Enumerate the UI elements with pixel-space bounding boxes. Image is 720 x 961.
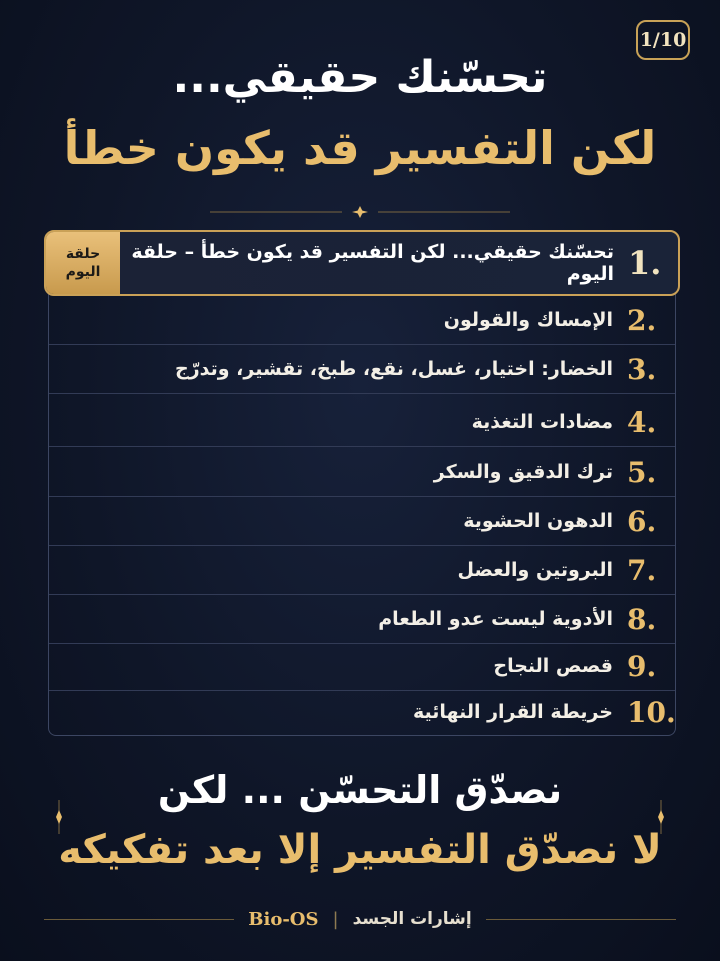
item-label: الخضار: اختيار، غسل، نقع، طبخ، تقشير، وتدرّج (175, 358, 613, 380)
footer-separator: | (332, 908, 339, 930)
ornament-divider (0, 206, 720, 218)
list-item[interactable] (49, 642, 675, 691)
title-line-1: تحسّنك حقيقي... (172, 52, 548, 103)
page-indicator: 1/10 (636, 20, 690, 60)
current-item-label: تحسّنك حقيقي... لكن التفسير قد يكون خطأ – حلقة اليوم (131, 241, 614, 285)
item-label: الدهون الحشوية (463, 510, 613, 532)
item-label: الإمساك والقولون (443, 309, 613, 331)
bottom-line-1: نصدّق التحسّن ... لكن (157, 768, 563, 812)
title-line-2: لكن التفسير قد يكون خطأ (63, 121, 657, 175)
footer-rule (44, 919, 234, 920)
list-item[interactable] (49, 497, 675, 546)
item-number: 9. (627, 649, 657, 683)
footer-brand: Bio-OS (248, 908, 319, 930)
list-item[interactable] (49, 595, 675, 644)
item-label: مضادات التغذية (471, 411, 613, 433)
item-number: 3. (627, 352, 657, 386)
footer-rule (486, 919, 676, 920)
list-item[interactable] (49, 296, 675, 345)
current-episode-item[interactable] (44, 230, 680, 296)
list-item[interactable] (49, 546, 675, 595)
item-number: 5. (627, 455, 657, 489)
item-label: البروتين والعضل (457, 559, 613, 581)
item-number: 7. (627, 553, 657, 587)
footer-channel-name: إشارات الجسد (352, 909, 472, 929)
item-label: ترك الدقيق والسكر (433, 461, 613, 483)
list-item[interactable] (49, 398, 675, 447)
list-item[interactable] (49, 448, 675, 497)
footer (0, 904, 720, 934)
item-number: 8. (627, 602, 657, 636)
list-item[interactable] (49, 345, 675, 394)
list-item[interactable] (49, 689, 675, 735)
item-number: 10. (627, 695, 676, 729)
item-number: 6. (627, 504, 657, 538)
bottom-line-2: لا نصدّق التفسير إلا بعد تفكيكه (58, 827, 662, 873)
today-badge: حلقة اليوم (46, 232, 120, 294)
item-label: الأدوية ليست عدو الطعام (378, 608, 613, 630)
current-item-number: 1. (628, 244, 662, 282)
item-number: 2. (627, 303, 657, 337)
item-number: 4. (627, 405, 657, 439)
episode-list (48, 248, 676, 736)
item-label: قصص النجاح (493, 655, 613, 677)
item-label: خريطة القرار النهائية (413, 701, 613, 723)
